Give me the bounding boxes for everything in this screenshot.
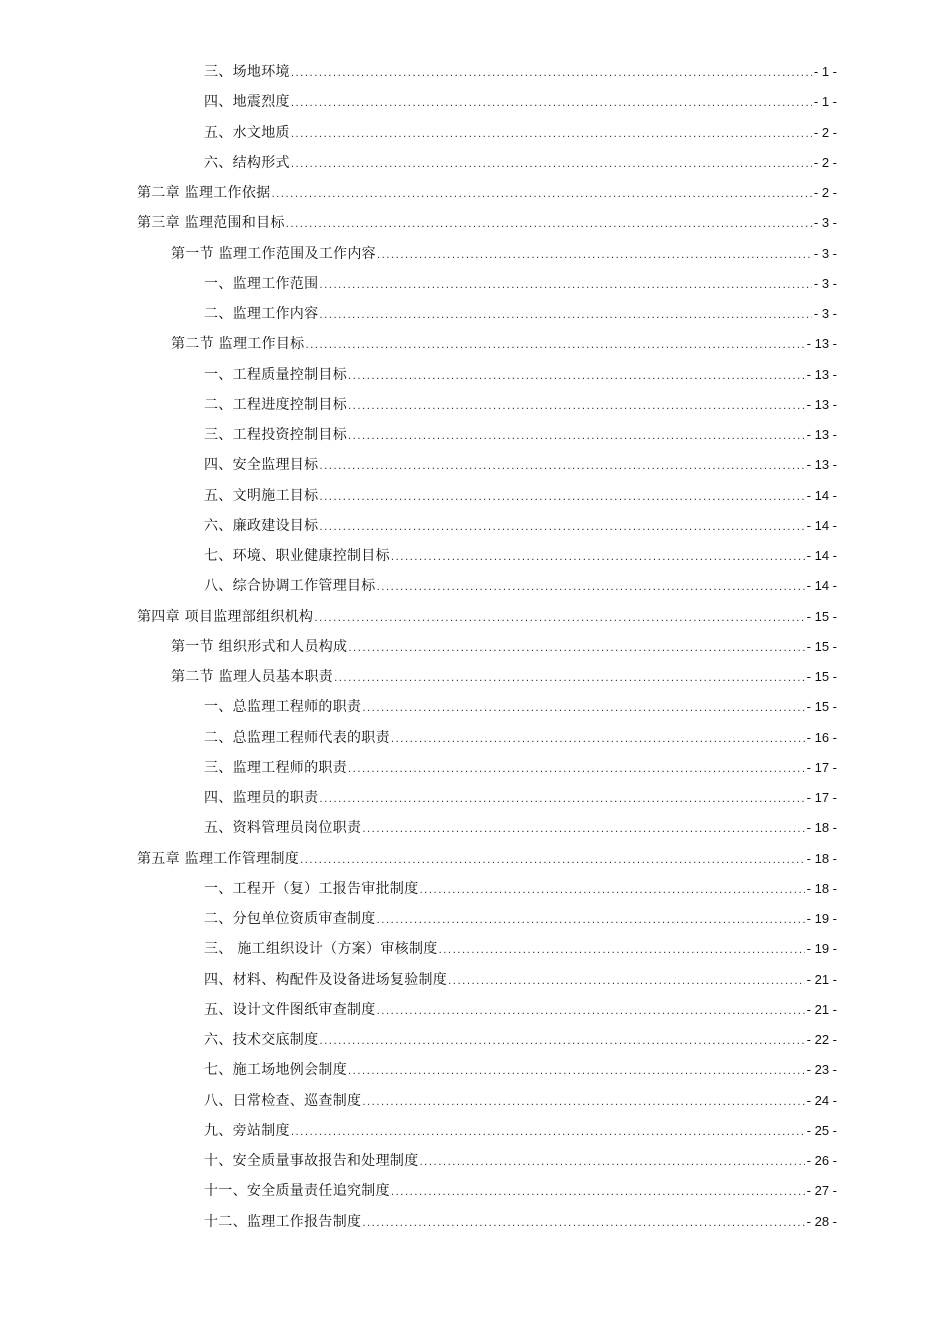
toc-entry[interactable]: [0, 692, 837, 722]
dot-leader: [291, 59, 812, 89]
toc-entry-title: 七、施工场地例会制度: [204, 1062, 347, 1079]
toc-entry-title: 三、 施工组织设计（方案）审核制度: [204, 941, 438, 958]
dot-leader: [319, 301, 811, 331]
toc-entry-title: 八、日常检查、巡查制度: [204, 1092, 362, 1109]
dot-leader: [348, 422, 805, 452]
toc-entry-page-number: - 3 -: [813, 245, 837, 261]
toc-entry-title: 四、监理员的职责: [204, 790, 319, 806]
toc-entry-page-number: - 16 -: [806, 729, 837, 745]
toc-entry-title: 四、地震烈度: [204, 94, 290, 111]
toc-entry[interactable]: [0, 118, 837, 148]
toc-entry-title: 五、水文地质: [204, 124, 290, 141]
toc-entry-page-number: - 14 -: [806, 578, 837, 594]
toc-entry-page-number: - 26 -: [806, 1153, 837, 1168]
toc-entry-title: 六、廉政建设目标: [204, 517, 319, 534]
toc-entry[interactable]: [0, 1055, 837, 1085]
dot-leader: [314, 604, 804, 634]
toc-entry-title: 二、总监理工程师代表的职责: [204, 729, 390, 746]
toc-entry-page-number: - 25 -: [806, 1122, 837, 1138]
toc-entry-page-number: - 3 -: [813, 306, 837, 321]
toc-entry-title: 三、监理工程师的职责: [204, 759, 347, 776]
dot-leader: [300, 846, 805, 876]
toc-entry-page-number: - 27 -: [806, 1183, 837, 1199]
toc-entry[interactable]: [0, 934, 837, 964]
toc-list: [0, 57, 837, 1237]
toc-entry-page-number: - 24 -: [806, 1092, 837, 1108]
toc-entry-title: 十二、监理工作报告制度: [204, 1213, 362, 1230]
toc-entry[interactable]: [0, 783, 837, 813]
dot-leader: [319, 271, 811, 301]
toc-entry-page-number: - 3 -: [813, 215, 837, 231]
toc-entry[interactable]: [0, 511, 837, 541]
toc-entry-title: 五、文明施工目标: [204, 487, 319, 504]
toc-entry[interactable]: [0, 1207, 837, 1237]
dot-leader: [348, 1057, 805, 1087]
toc-entry-page-number: - 18 -: [806, 880, 837, 896]
dot-leader: [439, 936, 805, 966]
toc-entry[interactable]: [0, 239, 837, 269]
toc-entry[interactable]: [0, 1116, 837, 1146]
toc-entry-title: 一、监理工作范围: [204, 275, 319, 292]
dot-leader: [291, 89, 812, 119]
toc-entry-page-number: - 18 -: [806, 850, 837, 866]
toc-entry[interactable]: [0, 360, 837, 390]
toc-entry-page-number: - 1 -: [813, 64, 837, 79]
toc-entry-title: 三、工程投资控制目标: [204, 427, 347, 443]
dot-leader: [319, 513, 804, 543]
dot-leader: [362, 815, 804, 845]
toc-entry-title: 一、工程开（复）工报告审批制度: [204, 880, 419, 897]
dot-leader: [391, 725, 805, 755]
toc-entry-page-number: - 13 -: [806, 366, 837, 382]
dot-leader: [319, 1027, 804, 1057]
toc-entry-page-number: - 2 -: [813, 124, 837, 140]
toc-entry-page-number: - 13 -: [806, 427, 837, 442]
toc-entry[interactable]: [0, 1025, 837, 1055]
toc-entry-title: 五、资料管理员岗位职责: [204, 820, 362, 837]
toc-entry-page-number: - 14 -: [806, 487, 837, 503]
dot-leader: [348, 392, 805, 422]
dot-leader: [448, 967, 805, 997]
toc-entry[interactable]: [0, 269, 837, 299]
table-of-contents: [0, 57, 950, 1237]
toc-entry-title: 九、旁站制度: [204, 1122, 290, 1139]
toc-entry-page-number: - 13 -: [806, 457, 837, 473]
toc-entry[interactable]: [0, 1086, 837, 1116]
dot-leader: [291, 150, 812, 180]
toc-entry-title: 第五章 监理工作管理制度: [137, 850, 300, 867]
toc-entry[interactable]: [0, 874, 837, 904]
toc-entry-title: 第四章 项目监理部组织机构: [137, 608, 314, 625]
dot-leader: [319, 785, 804, 815]
toc-entry-page-number: - 17 -: [806, 759, 837, 775]
toc-entry-title: 四、安全监理目标: [204, 457, 319, 474]
toc-entry-title: 一、总监理工程师的职责: [204, 699, 362, 716]
toc-entry[interactable]: [0, 208, 837, 238]
toc-entry-title: 五、设计文件图纸审查制度: [204, 1001, 376, 1018]
toc-entry[interactable]: [0, 178, 837, 208]
dot-leader: [391, 1178, 805, 1208]
toc-entry-page-number: - 13 -: [806, 396, 837, 412]
dot-leader: [377, 573, 805, 603]
toc-entry[interactable]: [0, 1176, 837, 1206]
dot-leader: [362, 1209, 804, 1239]
toc-entry-title: 二、工程进度控制目标: [204, 396, 347, 413]
dot-leader: [362, 694, 804, 724]
toc-entry[interactable]: [0, 420, 837, 450]
toc-entry[interactable]: [0, 632, 837, 662]
toc-entry-page-number: - 21 -: [806, 1001, 837, 1017]
toc-entry-page-number: - 18 -: [806, 820, 837, 836]
toc-entry-page-number: - 15 -: [806, 669, 837, 684]
toc-entry-page-number: - 23 -: [806, 1062, 837, 1078]
toc-entry-page-number: - 1 -: [813, 94, 837, 110]
toc-entry-page-number: - 3 -: [813, 275, 837, 291]
toc-entry-title: 四、材料、构配件及设备进场复验制度: [204, 971, 448, 988]
toc-entry-page-number: - 22 -: [806, 1032, 837, 1047]
dot-leader: [362, 1088, 804, 1118]
dot-leader: [377, 906, 805, 936]
toc-entry-title: 第二节 监理人员基本职责: [171, 669, 334, 685]
dot-leader: [334, 664, 805, 694]
toc-entry[interactable]: [0, 390, 837, 420]
toc-entry-page-number: - 19 -: [806, 941, 837, 957]
toc-entry-page-number: - 15 -: [806, 699, 837, 715]
toc-entry[interactable]: [0, 1146, 837, 1176]
toc-entry[interactable]: [0, 995, 837, 1025]
toc-entry[interactable]: [0, 541, 837, 571]
toc-entry[interactable]: [0, 87, 837, 117]
dot-leader: [291, 120, 812, 150]
toc-entry-page-number: - 2 -: [813, 154, 837, 170]
dot-leader: [271, 180, 811, 210]
toc-entry-title: 第三章 监理范围和目标: [137, 215, 285, 232]
toc-entry-title: 十一、安全质量责任追究制度: [204, 1183, 390, 1200]
toc-entry-title: 七、环境、职业健康控制目标: [204, 548, 390, 564]
dot-leader: [286, 210, 812, 240]
toc-entry-page-number: - 13 -: [806, 336, 837, 352]
toc-entry[interactable]: [0, 57, 837, 87]
toc-entry-title: 六、技术交底制度: [204, 1032, 319, 1048]
dot-leader: [319, 483, 804, 513]
dot-leader: [348, 362, 805, 392]
toc-entry-title: 三、场地环境: [204, 64, 290, 80]
toc-entry[interactable]: [0, 965, 837, 995]
toc-entry[interactable]: [0, 571, 837, 601]
dot-leader: [319, 452, 804, 482]
toc-entry-page-number: - 14 -: [806, 548, 837, 563]
toc-entry-page-number: - 2 -: [813, 185, 837, 200]
toc-entry[interactable]: [0, 844, 837, 874]
toc-entry-page-number: - 15 -: [806, 608, 837, 624]
dot-leader: [348, 755, 805, 785]
dot-leader: [420, 876, 805, 906]
toc-entry[interactable]: [0, 148, 837, 178]
toc-entry-title: 第二节 监理工作目标: [171, 336, 305, 353]
dot-leader: [420, 1148, 805, 1178]
dot-leader: [377, 997, 805, 1027]
toc-entry-page-number: - 17 -: [806, 790, 837, 805]
toc-entry-title: 二、监理工作内容: [204, 306, 319, 322]
toc-entry-title: 第一节 监理工作范围及工作内容: [171, 245, 376, 262]
toc-entry-title: 八、综合协调工作管理目标: [204, 578, 376, 595]
toc-entry-title: 十、安全质量事故报告和处理制度: [204, 1153, 419, 1169]
toc-entry[interactable]: [0, 753, 837, 783]
toc-entry[interactable]: [0, 481, 837, 511]
toc-entry-title: 第二章 监理工作依据: [137, 185, 271, 201]
dot-leader: [377, 241, 812, 271]
toc-entry-page-number: - 19 -: [806, 911, 837, 926]
toc-entry-page-number: - 28 -: [806, 1213, 837, 1229]
toc-entry-title: 二、分包单位资质审查制度: [204, 911, 376, 927]
dot-leader: [391, 543, 805, 573]
dot-leader: [305, 331, 804, 361]
toc-entry-title: 六、结构形式: [204, 154, 290, 171]
dot-leader: [348, 634, 804, 664]
toc-entry-page-number: - 15 -: [806, 638, 837, 654]
toc-entry[interactable]: [0, 329, 837, 359]
toc-entry[interactable]: [0, 662, 837, 692]
toc-entry[interactable]: [0, 904, 837, 934]
toc-entry[interactable]: [0, 813, 837, 843]
toc-entry[interactable]: [0, 602, 837, 632]
toc-entry-page-number: - 21 -: [806, 971, 837, 987]
dot-leader: [291, 1118, 805, 1148]
toc-entry[interactable]: [0, 299, 837, 329]
toc-entry-title: 第一节 组织形式和人员构成: [171, 638, 348, 655]
toc-entry-page-number: - 14 -: [806, 517, 837, 533]
toc-entry[interactable]: [0, 450, 837, 480]
toc-entry-title: 一、工程质量控制目标: [204, 366, 347, 383]
toc-entry[interactable]: [0, 723, 837, 753]
